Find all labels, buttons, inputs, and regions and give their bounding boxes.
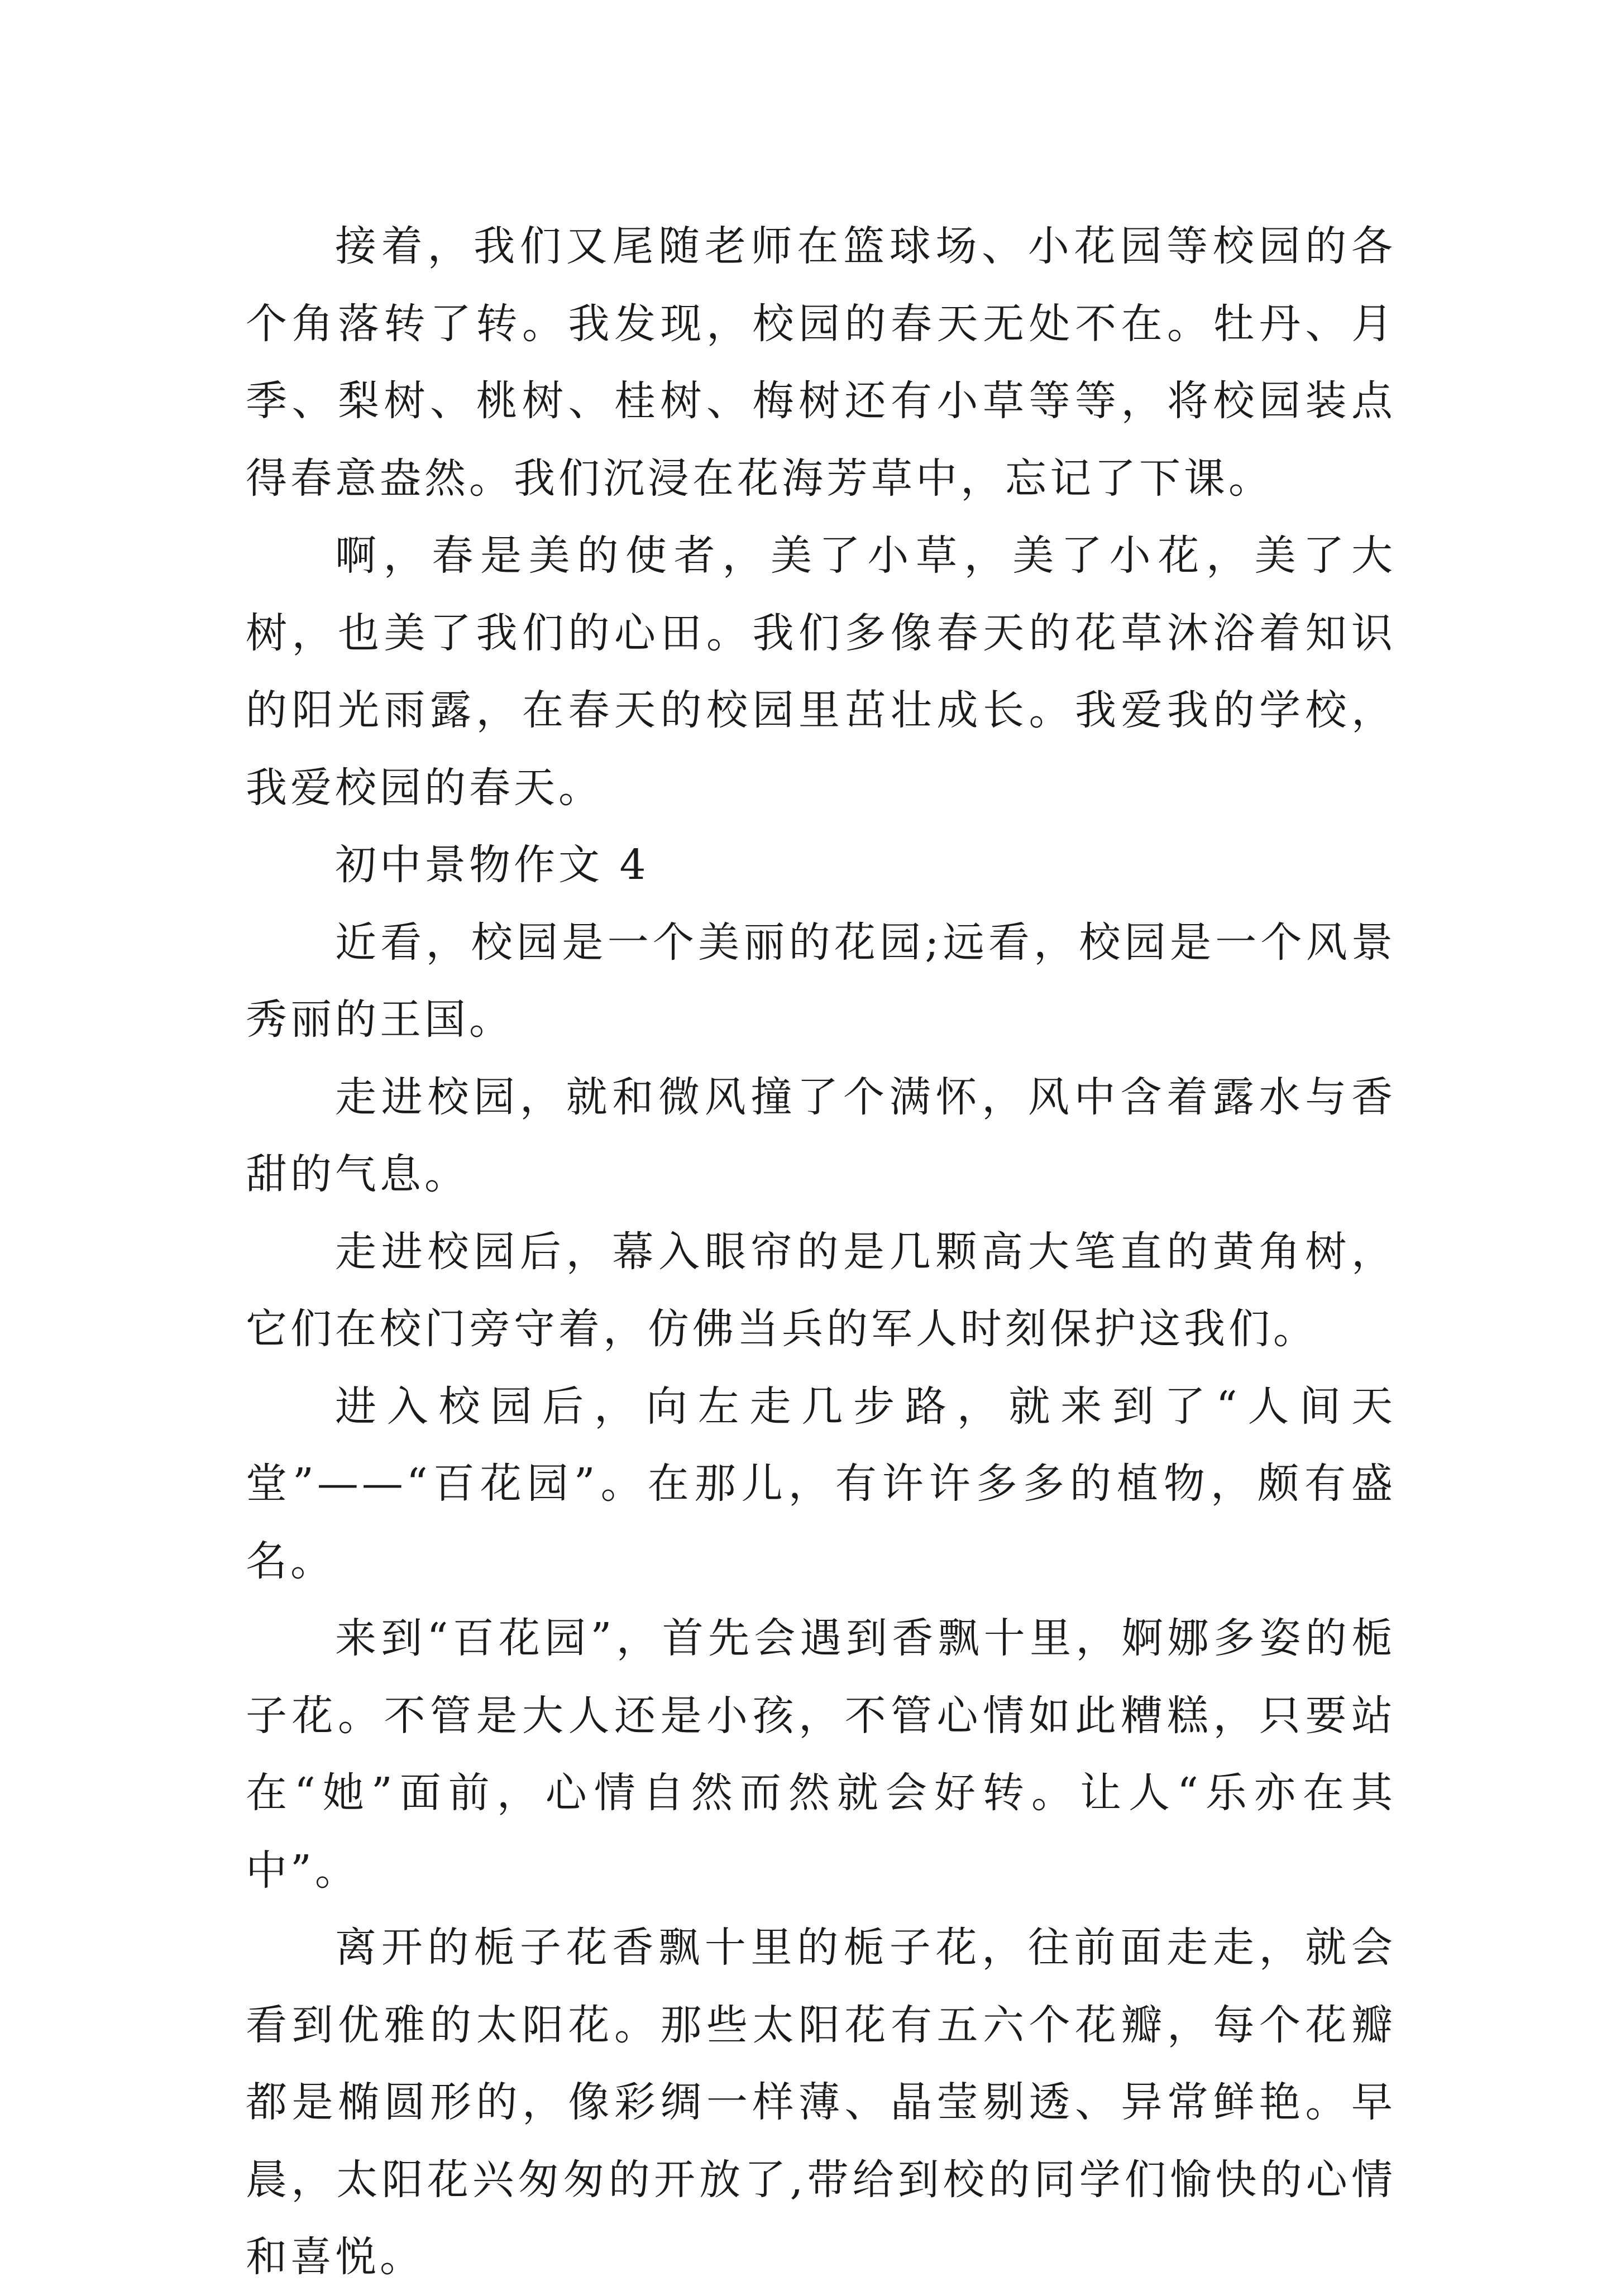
paragraph-campus-corners: 接着，我们又尾随老师在篮球场、小花园等校园的各个角落转了转。我发现，校园的春天无处不在。牡丹、月季、梨树、桃树、桂树、梅树还有小草等等，将校园装点得春意盎然。我们沉浸在花海芳草中，忘记了下课。 xyxy=(246,222,1396,503)
essay-title: 初中景物作文 4 xyxy=(335,841,649,889)
paragraph-gardenia: 来到“百花园”，首先会遇到香飘十里，婀娜多姿的栀子花。不管是大人还是小孩，不管心情如此糟糕，只要站在“她”面前，心情自然而然就会好转。让人“乐亦在其中”。 xyxy=(246,1614,1396,1895)
paragraph-hundred-flower-garden: 进入校园后，向左走几步路，就来到了“人间天堂”——“百花园”。在那儿，有许许多多的植物，颇有盛名。 xyxy=(246,1382,1396,1585)
paragraph-near-far: 近看，校园是一个美丽的花园;远看，校园是一个风景秀丽的王国。 xyxy=(246,918,1396,1044)
paragraph-trees: 走进校园后，幕入眼帘的是几颗高大笔直的黄角树，它们在校门旁守着，仿佛当兵的军人时刻保护这我们。 xyxy=(246,1227,1396,1353)
document-body xyxy=(246,208,1396,2296)
paragraph-spring-messenger: 啊，春是美的使者，美了小草，美了小花，美了大树，也美了我们的心田。我们多像春天的花草沐浴着知识的阳光雨露，在春天的校园里茁壮成长。我爱我的学校，我爱校园的春天。 xyxy=(246,532,1396,812)
paragraph-breeze: 走进校园，就和微风撞了个满怀，风中含着露水与香甜的气息。 xyxy=(246,1073,1396,1198)
paragraph-sun-flower: 离开的栀子花香飘十里的栀子花，往前面走走，就会看到优雅的太阳花。那些太阳花有五六个花瓣，每个花瓣都是椭圆形的，像彩绸一样薄、晶莹剔透、异常鲜艳。早晨，太阳花兴匆匆的开放了,带给到校的同学们愉快的心情和喜悦。 xyxy=(246,1924,1396,2281)
